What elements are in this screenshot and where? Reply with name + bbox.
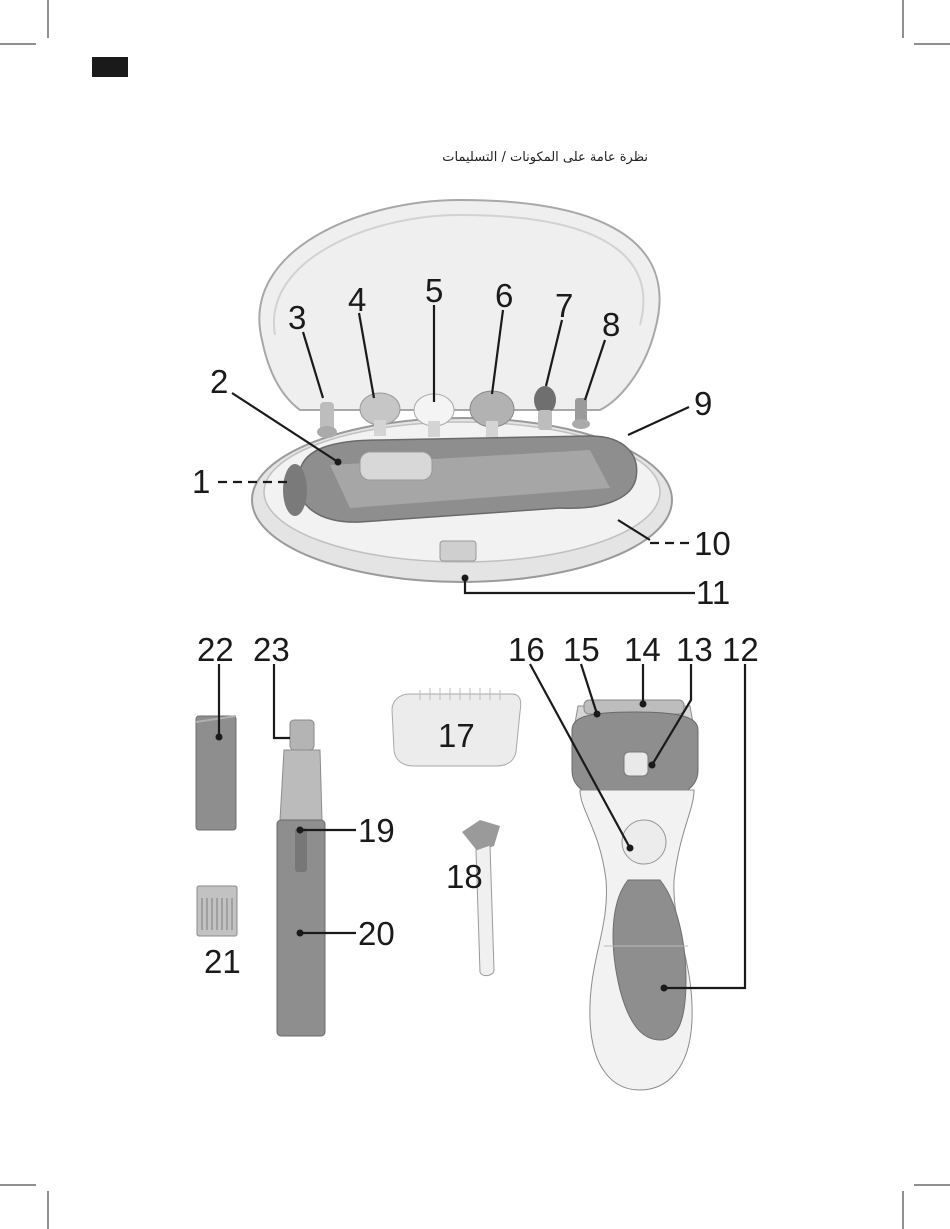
callout-22: 22 bbox=[197, 631, 234, 668]
trimmer-cap-22 bbox=[196, 716, 236, 830]
callout-7: 7 bbox=[555, 287, 574, 324]
case-lid bbox=[259, 200, 659, 410]
trimmer-comb-21 bbox=[197, 886, 237, 936]
callout-5: 5 bbox=[425, 272, 444, 309]
manicure-case bbox=[252, 200, 672, 582]
callout-12: 12 bbox=[722, 631, 759, 668]
callout-10: 10 bbox=[694, 525, 731, 562]
comfort-dial-16 bbox=[622, 820, 666, 864]
callout-23: 23 bbox=[253, 631, 290, 668]
callout-18: 18 bbox=[446, 858, 483, 895]
callout-8: 8 bbox=[602, 306, 621, 343]
lady-shaver bbox=[572, 700, 698, 1090]
callout-19: 19 bbox=[358, 812, 395, 849]
callout-4: 4 bbox=[348, 281, 367, 318]
callout-17: 17 bbox=[438, 717, 475, 754]
callout-9: 9 bbox=[694, 385, 713, 422]
callout-1: 1 bbox=[192, 463, 211, 500]
callout-2: 2 bbox=[210, 363, 229, 400]
page-heading: نظرة عامة على المكونات / التسليمات bbox=[442, 150, 648, 165]
callout-20: 20 bbox=[358, 915, 395, 952]
callout-15: 15 bbox=[563, 631, 600, 668]
callout-13: 13 bbox=[676, 631, 713, 668]
callout-11: 11 bbox=[696, 574, 731, 611]
precision-trimmer bbox=[277, 720, 325, 1036]
case-latch bbox=[440, 541, 476, 561]
power-switch bbox=[360, 452, 432, 480]
cleaning-brush-18 bbox=[462, 820, 500, 976]
callout-21: 21 bbox=[204, 943, 241, 980]
callout-6: 6 bbox=[495, 277, 514, 314]
attachment-cone-3 bbox=[317, 402, 337, 438]
callout-3: 3 bbox=[288, 299, 307, 336]
callout-16: 16 bbox=[508, 631, 545, 668]
trimmer-switch-19 bbox=[295, 828, 307, 872]
callout-14: 14 bbox=[624, 631, 661, 668]
